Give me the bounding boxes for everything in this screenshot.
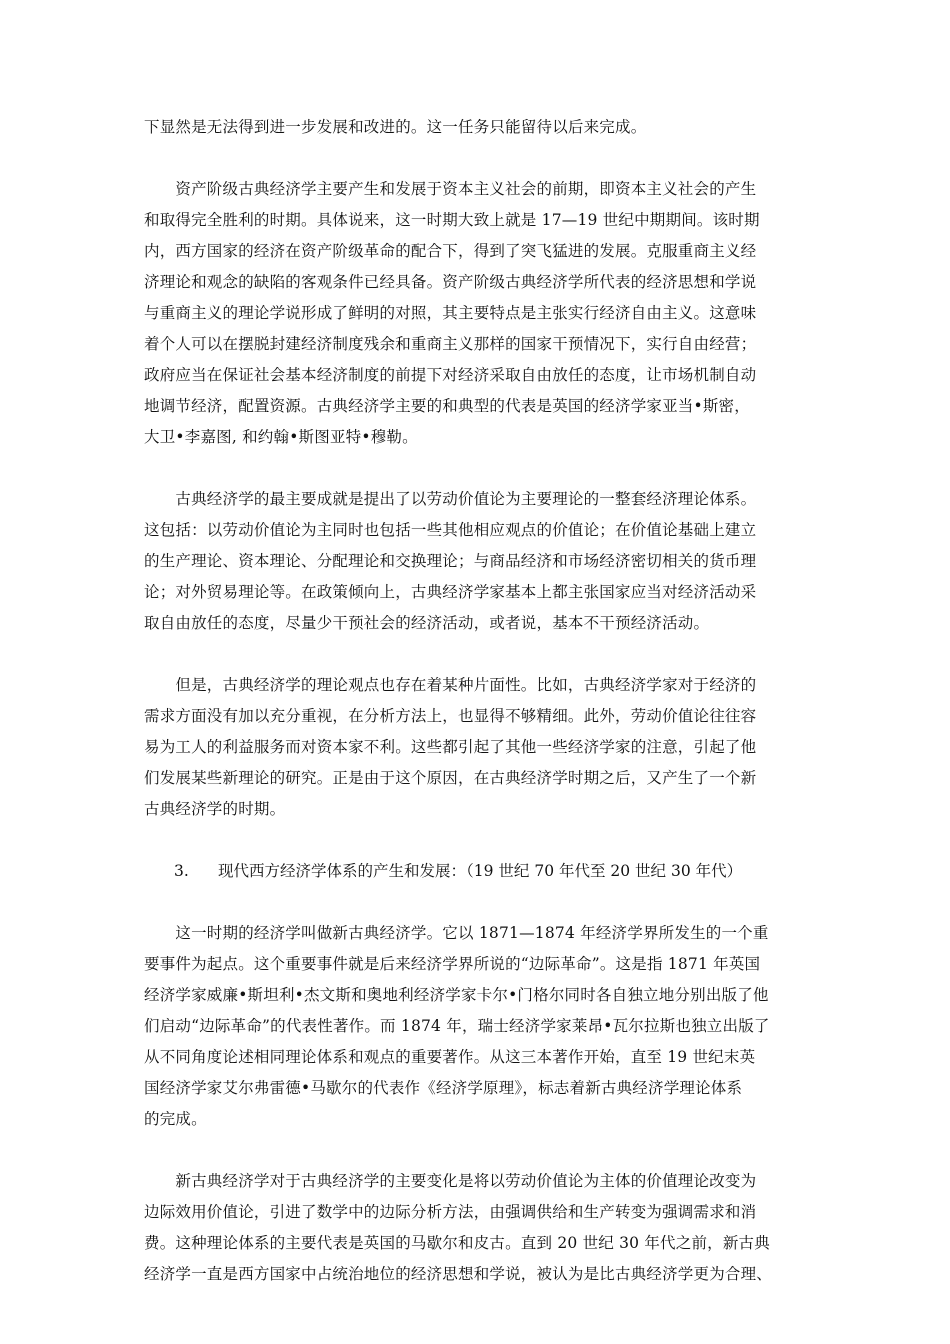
text-line: 和取得完全胜利的时期。具体说来，这一时期大致上就是 17—19 世纪中期期间。该时期: [144, 211, 760, 229]
section-title: 现代西方经济学体系的产生和发展：（19 世纪 70 年代至 20 世纪 30 年代）: [218, 862, 743, 880]
text-line: 政府应当在保证社会基本经济制度的前提下对经济采取自由放任的态度，让市场机制自动: [144, 366, 757, 384]
text-line: 取自由放任的态度，尽量少干预社会的经济活动，或者说，基本不干预经济活动。: [144, 614, 710, 632]
paragraph: [144, 670, 809, 825]
text-line: 边际效用价值论，引进了数学中的边际分析方法，由强调供给和生产转变为强调需求和消: [144, 1203, 757, 1221]
text-line: 大卫•李嘉图, 和约翰•斯图亚特•穆勒。: [144, 428, 418, 446]
text-line: 论；对外贸易理论等。在政策倾向上，古典经济学家基本上都主张国家应当对经济活动采: [144, 583, 757, 601]
text-line: 地调节经济，配置资源。古典经济学主要的和典型的代表是英国的经济学家亚当•斯密，: [144, 397, 750, 415]
text-line: 们启动“边际革命”的代表性著作。而 1874 年，瑞士经济学家莱昂•瓦尔拉斯也独立出版了: [144, 1017, 770, 1035]
section-heading: [144, 856, 809, 887]
text-line: 下显然是无法得到进一步发展和改进的。这一任务只能留待以后来完成。: [144, 118, 647, 136]
paragraph-gap: [144, 887, 809, 918]
section-number: 3.: [174, 862, 189, 880]
text-line: 易为工人的利益服务而对资本家不利。这些都引起了其他一些经济学家的注意，引起了他: [144, 738, 757, 756]
text-line: 国经济学家艾尔弗雷德•马歇尔的代表作《经济学原理》，标志着新古典经济学理论体系: [144, 1079, 743, 1097]
paragraph-gap: [144, 143, 809, 174]
text-line: 要事件为起点。这个重要事件就是后来经济学界所说的“边际革命”。这是指 1871 年英国: [144, 955, 761, 973]
paragraph: [144, 918, 809, 1135]
paragraph: [144, 112, 809, 143]
text-line: 古典经济学的最主要成就是提出了以劳动价值论为主要理论的一整套经济理论体系。: [144, 490, 757, 508]
text-line: 内，西方国家的经济在资产阶级革命的配合下，得到了突飞猛进的发展。克服重商主义经: [144, 242, 757, 260]
paragraph-gap: [144, 1290, 809, 1321]
text-line: 但是，古典经济学的理论观点也存在着某种片面性。比如，古典经济学家对于经济的: [144, 676, 757, 694]
paragraph-gap: [144, 639, 809, 670]
paragraph-gap: [144, 825, 809, 856]
paragraph: [144, 174, 809, 453]
text-line: 资产阶级古典经济学主要产生和发展于资本主义社会的前期，即资本主义社会的产生: [144, 180, 757, 198]
text-line: 经济学一直是西方国家中占统治地位的经济思想和学说，被认为是比古典经济学更为合理、: [144, 1265, 773, 1283]
text-line: 这包括：以劳动价值论为主同时也包括一些其他相应观点的价值论；在价值论基础上建立: [144, 521, 757, 539]
body-text-before-heading: [144, 112, 809, 856]
paragraph: [144, 484, 809, 639]
text-line: 经济学家威廉•斯坦利•杰文斯和奥地利经济学家卡尔•门格尔同时各自独立地分别出版了他: [144, 986, 769, 1004]
body-text-after-heading: [144, 918, 809, 1321]
paragraph: [144, 1166, 809, 1290]
paragraph-gap: [144, 1135, 809, 1166]
document-page: [144, 112, 809, 1321]
text-line: 费。这种理论体系的主要代表是英国的马歇尔和皮古。直到 20 世纪 30 年代之前，新古典: [144, 1234, 770, 1252]
text-line: 济理论和观念的缺陷的客观条件已经具备。资产阶级古典经济学所代表的经济思想和学说: [144, 273, 757, 291]
text-line: 与重商主义的理论学说形成了鲜明的对照，其主要特点是主张实行经济自由主义。这意味: [144, 304, 757, 322]
text-line: 这一时期的经济学叫做新古典经济学。它以 1871—1874 年经济学界所发生的一个重: [144, 924, 769, 942]
text-line: 们发展某些新理论的研究。正是由于这个原因，在古典经济学时期之后，又产生了一个新: [144, 769, 757, 787]
text-line: 的完成。: [144, 1110, 207, 1128]
text-line: 着个人可以在摆脱封建经济制度残余和重商主义那样的国家干预情况下，实行自由经营；: [144, 335, 757, 353]
text-line: 新古典经济学对于古典经济学的主要变化是将以劳动价值论为主体的价值理论改变为: [144, 1172, 757, 1190]
text-line: 从不同角度论述相同理论体系和观点的重要著作。从这三本著作开始，直至 19 世纪末英: [144, 1048, 756, 1066]
text-line: 古典经济学的时期。: [144, 800, 286, 818]
text-line: 的生产理论、资本理论、分配理论和交换理论；与商品经济和市场经济密切相关的货币理: [144, 552, 757, 570]
paragraph-gap: [144, 453, 809, 484]
text-line: 需求方面没有加以充分重视，在分析方法上，也显得不够精细。此外，劳动价值论往往容: [144, 707, 757, 725]
